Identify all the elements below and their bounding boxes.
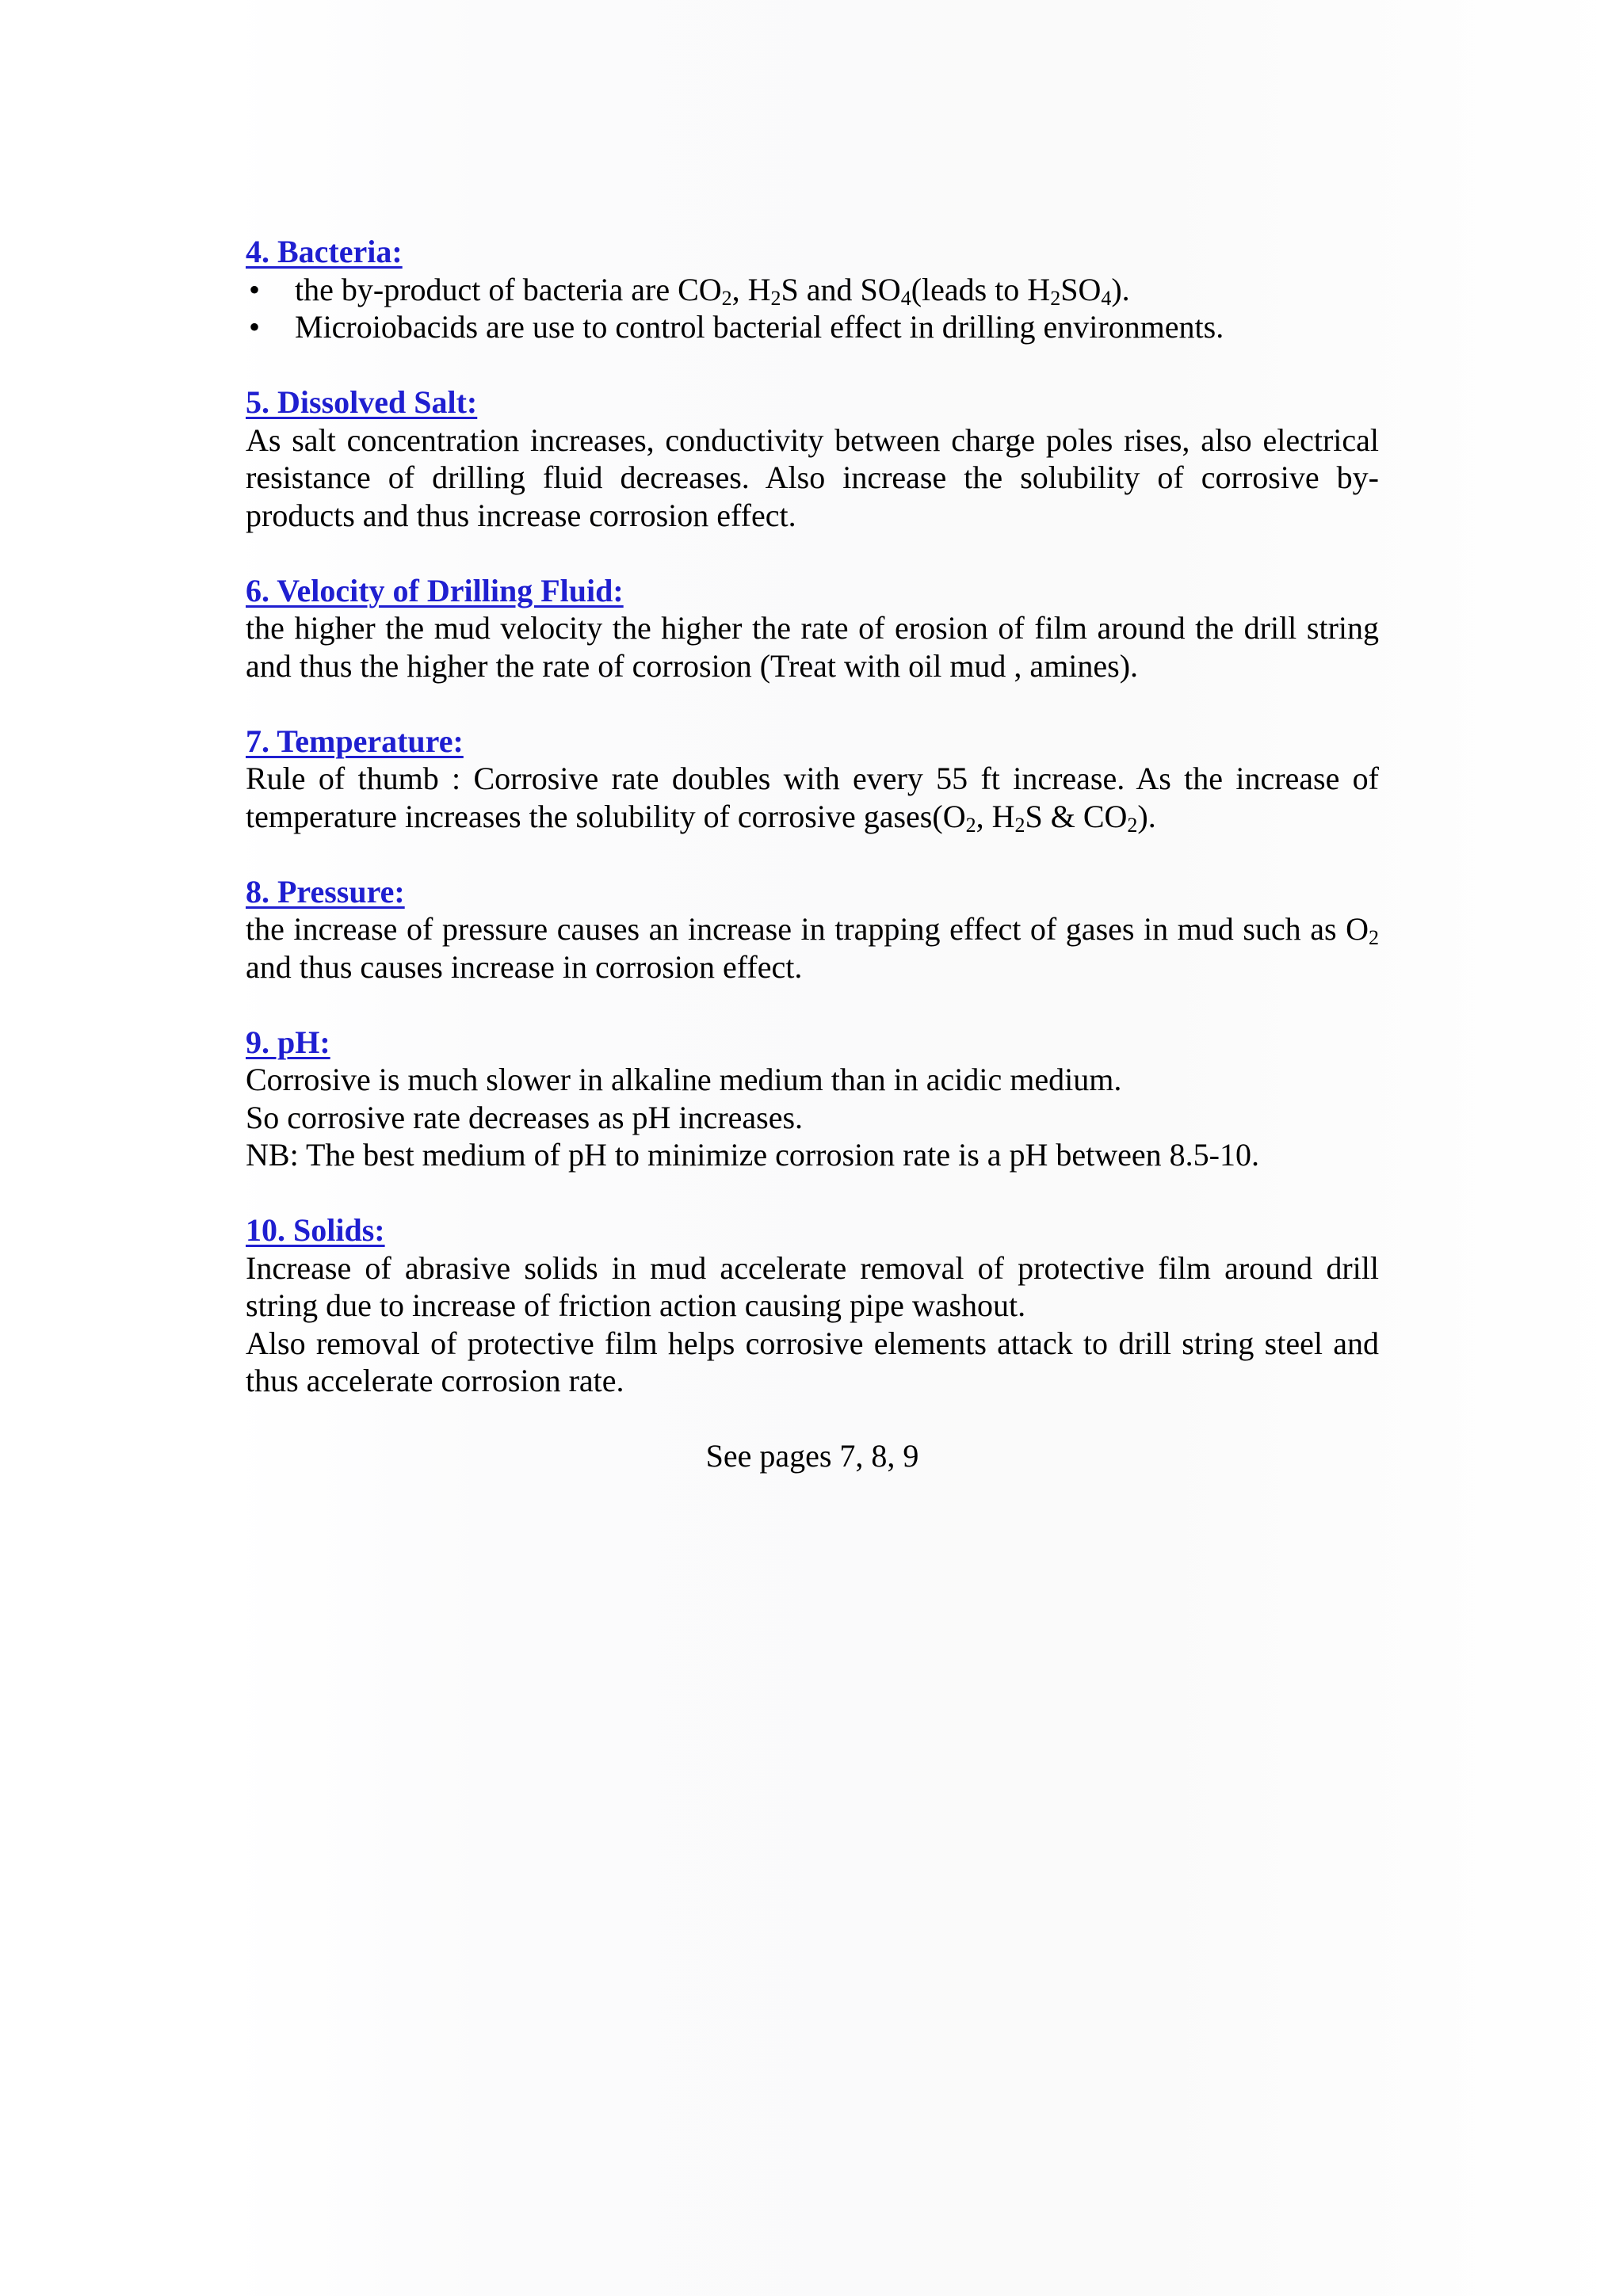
text-run: and thus causes increase in corrosion effect. — [246, 948, 803, 985]
text-run: Rule of thumb : Corrosive rate doubles with every 55 ft increase. As the increase of temperature increases the solubility of corrosive gases(O — [246, 761, 1379, 834]
text-run: ). — [1137, 798, 1156, 834]
section — [246, 1211, 1379, 1400]
subscript: 2 — [1369, 926, 1379, 949]
text-run: NB: The best medium of pH to minimize corrosion rate is a pH between 8.5-10. — [246, 1137, 1259, 1173]
section — [246, 723, 1379, 836]
text-run: Microiobacids are use to control bacterial effect in drilling environments. — [295, 309, 1224, 345]
paragraph — [246, 760, 1379, 835]
subscript: 4 — [1101, 286, 1112, 310]
text-run: , H — [976, 798, 1015, 834]
paragraph — [246, 1249, 1379, 1325]
bullet-icon: • — [249, 271, 261, 307]
text-run: ). — [1111, 271, 1130, 307]
list-item — [246, 271, 1379, 309]
paragraph — [246, 609, 1379, 685]
text-run: Increase of abrasive solids in mud accelerate removal of protective film around drill string due to increase of friction action causing pipe washout. — [246, 1249, 1379, 1323]
text-run: As salt concentration increases, conductivity between charge poles rises, also electrical resistance of drilling fluid decreases. Also increase the solubility of corrosive by-products and thus increase corrosion effect. — [246, 421, 1379, 533]
section — [246, 233, 1379, 346]
text-run: the higher the mud velocity the higher the rate of erosion of film around the drill string and thus the higher the rate of corrosion (Treat with oil mud , amines). — [246, 610, 1379, 684]
see-pages-note: See pages 7, 8, 9 — [705, 1438, 919, 1474]
paragraph — [246, 1136, 1379, 1174]
text-run: So corrosive rate decreases as pH increases. — [246, 1099, 804, 1135]
text-run: the by-product of bacteria are CO — [295, 271, 722, 307]
bullet-list — [246, 271, 1379, 346]
paragraph — [246, 910, 1379, 986]
text-run: the increase of pressure causes an increase in trapping effect of gases in mud such as O — [246, 911, 1369, 947]
section — [246, 383, 1379, 534]
paragraph — [246, 1325, 1379, 1400]
section-heading: 10. Solids: — [246, 1212, 385, 1248]
text-run: Also removal of protective film helps corrosive elements attack to drill string steel and thus accelerate corrosion rate. — [246, 1325, 1379, 1398]
section-heading: 6. Velocity of Drilling Fluid: — [246, 572, 624, 608]
section — [246, 873, 1379, 986]
section-heading: 8. Pressure: — [246, 873, 405, 910]
text-run: S and SO — [781, 271, 901, 307]
subscript: 2 — [721, 286, 732, 310]
subscript: 2 — [1050, 286, 1061, 310]
text-run: , H — [731, 271, 771, 307]
subscript: 4 — [900, 286, 911, 310]
text-run: Corrosive is much slower in alkaline medium than in acidic medium. — [246, 1062, 1122, 1097]
section — [246, 572, 1379, 685]
text-run: SO — [1060, 271, 1102, 307]
paragraph — [246, 1061, 1379, 1099]
paragraph — [246, 1099, 1379, 1137]
list-item — [246, 308, 1379, 346]
document-content — [246, 233, 1379, 1475]
bullet-icon: • — [249, 309, 261, 345]
section-heading: 7. Temperature: — [246, 723, 464, 759]
subscript: 2 — [1014, 813, 1025, 837]
text-run: S & CO — [1025, 798, 1128, 834]
subscript: 2 — [770, 286, 781, 310]
section-heading: 9. pH: — [246, 1024, 330, 1060]
subscript: 2 — [965, 813, 976, 837]
section-heading: 4. Bacteria: — [246, 234, 403, 269]
paragraph — [246, 421, 1379, 535]
section — [246, 1024, 1379, 1174]
subscript: 2 — [1127, 813, 1138, 837]
section-heading: 5. Dissolved Salt: — [246, 384, 478, 420]
text-run: (leads to H — [911, 271, 1051, 307]
